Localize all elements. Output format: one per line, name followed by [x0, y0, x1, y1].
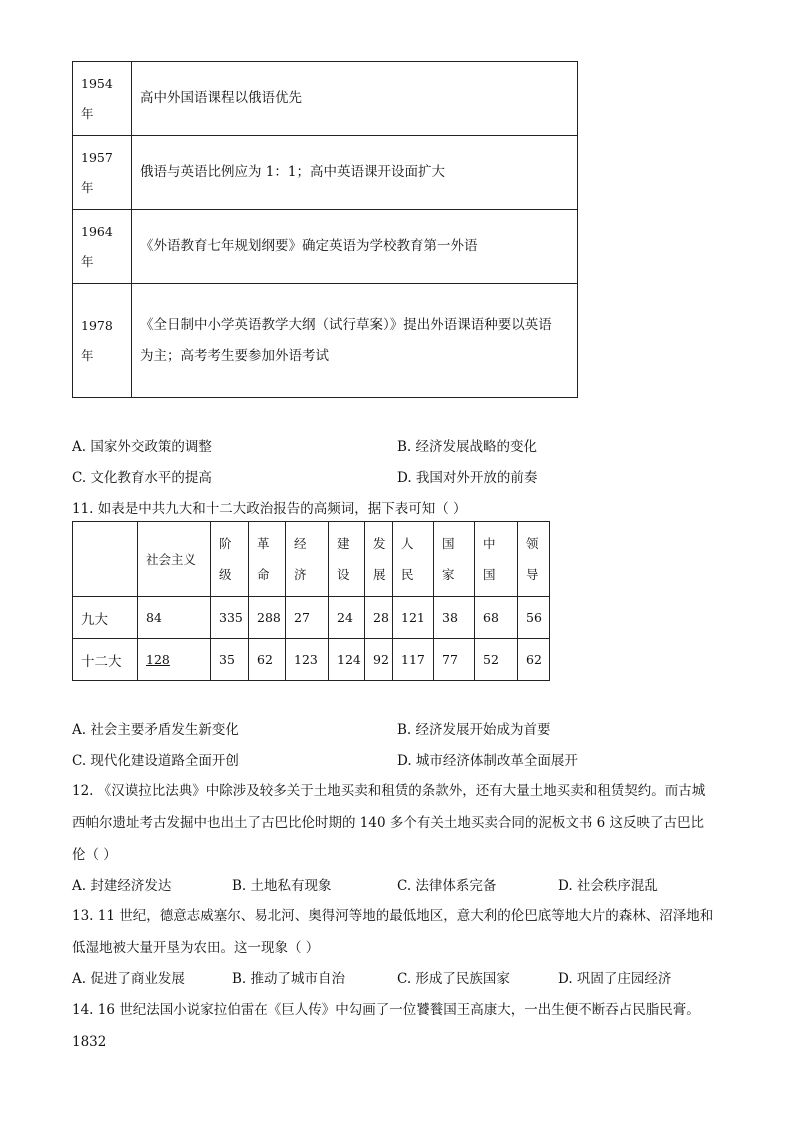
corner-cell [73, 522, 138, 597]
table-cell: 124 [329, 639, 365, 681]
option-c[interactable]: C. 形成了民族国家 [397, 971, 510, 987]
question-11-stem: 11. 如表是中共九大和十二大政治报告的高频词，据下表可知（ ） [72, 501, 467, 517]
table-cell: 92 [365, 639, 393, 681]
table-cell: 52 [475, 639, 518, 681]
table-row [73, 62, 578, 136]
option-b[interactable]: B. 经济发展开始成为首要 [397, 722, 551, 738]
option-c[interactable]: C. 现代化建设道路全面开创 [72, 753, 239, 769]
keyword-frequency-table [72, 521, 550, 681]
option-c[interactable]: C. 法律体系完备 [397, 878, 497, 894]
table-cell: 121 [393, 597, 434, 639]
table-row [73, 284, 578, 398]
stem-line: 西帕尔遗址考古发掘中也出土了古巴比伦时期的 140 多个有关土地买卖合同的泥板文书 6 这反映了古巴比 [72, 815, 705, 831]
table-row [73, 136, 578, 210]
table-cell: 128 [138, 639, 211, 681]
option-b[interactable]: B. 经济发展战略的变化 [397, 439, 538, 455]
option-c[interactable]: C. 文化教育水平的提高 [72, 470, 212, 486]
year-cell [73, 136, 132, 210]
header-cell: 阶 级 [211, 522, 249, 597]
table-cell: 62 [518, 639, 550, 681]
table-cell: 117 [393, 639, 434, 681]
event-line: 《全日制中小学英语教学大纲（试行草案）》提出外语课语种要以英语 [140, 316, 552, 333]
option-d[interactable]: D. 巩固了庄园经济 [558, 971, 672, 987]
year-number: 1964 [81, 223, 113, 239]
header-cell: 领 导 [518, 522, 550, 597]
stem-line: 低湿地被大量开垦为农田。这一现象（ ） [72, 940, 320, 956]
stem-line: 13. 11 世纪，德意志威塞尔、易北河、奥得河等地的最低地区，意大利的伦巴底等地大片的森林、沼泽地和 [72, 908, 714, 924]
table-cell: 84 [138, 597, 211, 639]
header-cell: 中 国 [475, 522, 518, 597]
event-line: 为主；高考考生要参加外语考试 [140, 347, 329, 364]
header-cell: 国 家 [434, 522, 475, 597]
table-cell: 35 [211, 639, 249, 681]
policy-timeline-table [72, 61, 578, 398]
option-a[interactable]: A. 社会主要矛盾发生新变化 [72, 722, 239, 738]
header-cell: 社会主义 [138, 522, 211, 597]
stem-line: 14. 16 世纪法国小说家拉伯雷在《巨人传》中勾画了一位饕餮国王高康大，一出生便不断吞占民脂民膏。1832 [72, 1002, 700, 1050]
event-cell: 俄语与英语比例应为 1：1；高中英语课开设面扩大 [132, 136, 578, 210]
table-cell: 28 [365, 597, 393, 639]
table-cell: 123 [286, 639, 329, 681]
year-cell [73, 284, 132, 398]
event-cell: 《外语教育七年规划纲要》确定英语为学校教育第一外语 [132, 210, 578, 284]
option-d[interactable]: D. 城市经济体制改革全面展开 [397, 753, 578, 769]
table-row [73, 639, 550, 681]
option-a[interactable]: A. 促进了商业发展 [72, 971, 185, 987]
option-a[interactable]: A. 国家外交政策的调整 [72, 439, 212, 455]
table-cell: 62 [249, 639, 286, 681]
table-cell: 335 [211, 597, 249, 639]
event-cell: 高中外国语课程以俄语优先 [132, 62, 578, 136]
year-cell [73, 62, 132, 136]
table-cell: 24 [329, 597, 365, 639]
year-cell [73, 210, 132, 284]
table-row [73, 597, 550, 639]
question-13-stem [72, 900, 732, 964]
header-cell: 经 济 [286, 522, 329, 597]
table-cell: 68 [475, 597, 518, 639]
year-number: 1978 [81, 317, 113, 333]
table-cell: 56 [518, 597, 550, 639]
header-cell: 革 命 [249, 522, 286, 597]
option-b[interactable]: B. 土地私有现象 [232, 878, 332, 894]
question-12-stem [72, 775, 732, 871]
table-cell: 288 [249, 597, 286, 639]
row-label: 十二大 [73, 639, 138, 681]
event-cell [132, 284, 578, 398]
table-cell: 77 [434, 639, 475, 681]
header-cell: 建 设 [329, 522, 365, 597]
year-unit: 年 [81, 179, 94, 195]
question-14-stem [72, 994, 732, 1058]
year-unit: 年 [81, 253, 94, 269]
row-label: 九大 [73, 597, 138, 639]
year-unit: 年 [81, 105, 94, 121]
year-unit: 年 [81, 347, 94, 363]
year-number: 1954 [81, 75, 113, 91]
option-d[interactable]: D. 我国对外开放的前奏 [397, 470, 538, 486]
table-cell: 27 [286, 597, 329, 639]
stem-line: 伦（ ） [72, 847, 117, 863]
year-number: 1957 [81, 149, 113, 165]
header-cell: 发 展 [365, 522, 393, 597]
option-d[interactable]: D. 社会秩序混乱 [558, 878, 658, 894]
option-b[interactable]: B. 推动了城市自治 [232, 971, 346, 987]
stem-line: 12. 《汉谟拉比法典》中除涉及较多关于土地买卖和租赁的条款外，还有大量土地买卖和租赁契约。而古城 [72, 783, 706, 799]
table-cell: 38 [434, 597, 475, 639]
table-row [73, 210, 578, 284]
header-cell: 人 民 [393, 522, 434, 597]
table-header-row [73, 522, 550, 597]
option-a[interactable]: A. 封建经济发达 [72, 878, 172, 894]
